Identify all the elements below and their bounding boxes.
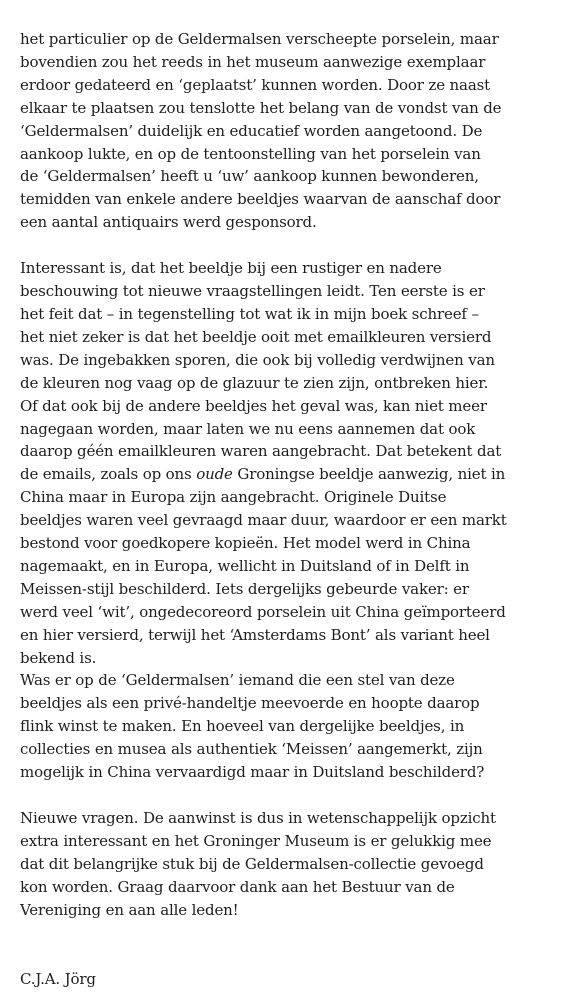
paragraph-spacer bbox=[20, 234, 576, 257]
text-line: en hier versierd, terwijl het ‘Amsterdams Bont’ als variant heel bbox=[20, 625, 490, 644]
text-line: het niet zeker is dat het beeldje ooit met emailkleuren versierd bbox=[20, 327, 492, 346]
text-line-with-italic bbox=[20, 463, 576, 486]
paragraph-spacer bbox=[20, 784, 576, 807]
text-line: Of dat ook bij de andere beeldjes het geval was, kan niet meer bbox=[20, 396, 487, 415]
text-line: ‘Geldermalsen’ duidelijk en educatief worden aangetoond. De bbox=[20, 121, 483, 140]
signature bbox=[20, 968, 576, 991]
text-line: China maar in Europa zijn aangebracht. Originele Duitse bbox=[20, 488, 447, 507]
text-line: een aantal antiquairs werd gesponsord. bbox=[20, 213, 317, 232]
text-line: werd veel ‘wit’, ongedecoreord porselein uit China geïmporteerd bbox=[20, 602, 506, 621]
text-line: Was er op de ‘Geldermalsen’ iemand die een stel van deze bbox=[20, 671, 455, 690]
text-line: elkaar te plaatsen zou tenslotte het belang van de vondst van de bbox=[20, 98, 502, 117]
text-line: was. De ingebakken sporen, die ook bij volledig verdwijnen van bbox=[20, 350, 495, 369]
author-signature: C.J.A. Jörg bbox=[20, 969, 96, 988]
paragraph-2 bbox=[20, 257, 576, 784]
text-line: de kleuren nog vaag op de glazuur te zien zijn, ontbreken hier. bbox=[20, 373, 489, 392]
text-line: dat dit belangrijke stuk bij de Geldermalsen-collectie gevoegd bbox=[20, 854, 484, 873]
text-segment: Groningse beeldje aanwezig, niet in bbox=[232, 465, 506, 484]
text-line: mogelijk in China vervaardigd maar in Duitsland beschilderd? bbox=[20, 763, 485, 782]
text-segment: de emails, zoals op ons bbox=[20, 465, 197, 484]
text-line: Interessant is, dat het beeldje bij een rustiger en nadere bbox=[20, 259, 442, 278]
text-line: het particulier op de Geldermalsen verscheepte porselein, maar bbox=[20, 30, 499, 48]
text-line: extra interessant en het Groninger Museum is er gelukkig mee bbox=[20, 831, 492, 850]
text-line: de ‘Geldermalsen’ heeft u ‘uw’ aankoop kunnen bewonderen, bbox=[20, 167, 479, 186]
text-line: daarop géén emailkleuren waren aangebracht. Dat betekent dat bbox=[20, 442, 502, 461]
text-line: Vereniging en aan alle leden! bbox=[20, 900, 239, 919]
text-line: Meissen-stijl beschilderd. Iets dergelijks gebeurde vaker: er bbox=[20, 579, 469, 598]
text-line: nagegaan worden, maar laten we nu eens aannemen dat ook bbox=[20, 419, 476, 438]
paragraph-1 bbox=[20, 28, 576, 234]
text-line: erdoor gedateerd en ‘geplaatst’ kunnen worden. Door ze naast bbox=[20, 75, 491, 94]
text-line: kon worden. Graag daarvoor dank aan het Bestuur van de bbox=[20, 877, 455, 896]
text-line: het feit dat – in tegenstelling tot wat ik in mijn boek schreef – bbox=[20, 304, 479, 323]
text-line: bovendien zou het reeds in het museum aanwezige exemplaar bbox=[20, 52, 486, 71]
text-line: bestond voor goedkopere kopieën. Het model werd in China bbox=[20, 534, 471, 553]
paragraph-3 bbox=[20, 807, 576, 922]
text-line: beeldjes als een privé-handeltje meevoerde en hoopte daarop bbox=[20, 694, 480, 713]
text-line: beeldjes waren veel gevraagd maar duur, waardoor er een markt bbox=[20, 511, 507, 530]
text-line: Nieuwe vragen. De aanwinst is dus in wetenschappelijk opzicht bbox=[20, 809, 496, 827]
text-line: temidden van enkele andere beeldjes waarvan de aanschaf door bbox=[20, 190, 501, 209]
text-line: beschouwing tot nieuwe vraagstellingen leidt. Ten eerste is er bbox=[20, 282, 485, 301]
text-line: aankoop lukte, en op de tentoonstelling van het porselein van bbox=[20, 144, 481, 163]
text-line: collecties en musea als authentiek ‘Meissen’ aangemerkt, zijn bbox=[20, 740, 483, 759]
text-line: bekend is. bbox=[20, 648, 97, 667]
signature-spacer bbox=[20, 922, 576, 968]
italic-word: oude bbox=[196, 465, 233, 484]
text-line: nagemaakt, en in Europa, wellicht in Duitsland of in Delft in bbox=[20, 556, 470, 575]
document-page bbox=[20, 28, 576, 990]
text-line: flink winst te maken. En hoeveel van dergelijke beeldjes, in bbox=[20, 717, 465, 736]
